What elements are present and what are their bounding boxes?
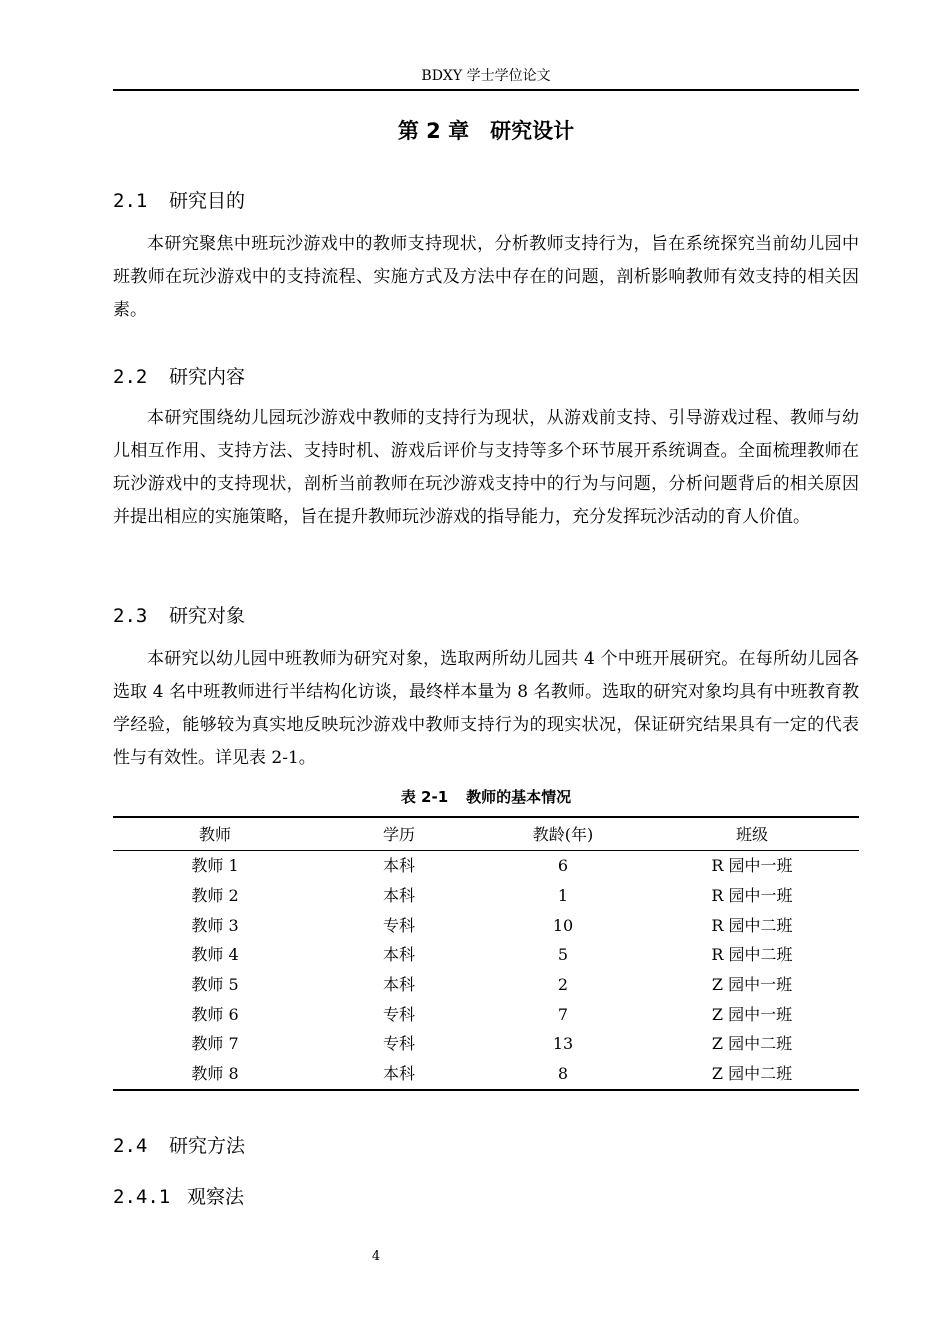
section-number: 2.3 <box>113 605 148 627</box>
table-cell: 教师 5 <box>191 975 239 995</box>
table-cell: 教师 4 <box>191 945 239 965</box>
table-cell: R 园中一班 <box>711 886 793 906</box>
table-row <box>113 910 859 940</box>
table-cell: 教师 3 <box>191 915 239 935</box>
table-row <box>113 999 859 1029</box>
section-paragraph-2-2: 本研究围绕幼儿园玩沙游戏中教师的支持行为现状，从游戏前支持、引导游戏过程、教师与幼儿相互作用、支持方法、支持时机、游戏后评价与支持等多个环节展开系统调查。全面梳理教师在玩沙游戏中的支持现状，剖析当前教师在玩沙游戏支持中的行为与问题，分析问题背后的相关原因并提出相应的实施策略，旨在提升教师玩沙游戏的指导能力，充分发挥玩沙活动的育人价值。 <box>113 408 859 527</box>
table-header-cell: 教师 <box>198 824 231 844</box>
teacher-info-table <box>113 816 859 1091</box>
table-cell: Z 园中二班 <box>645 1059 859 1090</box>
section-title: 观察法 <box>187 1186 245 1208</box>
table-row <box>113 1029 859 1059</box>
section-number: 2.4.1 <box>113 1186 171 1208</box>
table-cell: R 园中一班 <box>711 856 793 876</box>
section-number: 2.2 <box>113 366 148 388</box>
header-rule <box>113 89 859 91</box>
table-caption-title: 教师的基本情况 <box>466 788 572 806</box>
table-header-row <box>113 817 859 851</box>
table-cell: Z 园中一班 <box>711 1004 793 1024</box>
table-cell: 6 <box>557 856 569 876</box>
table-cell: 教师 1 <box>191 856 239 876</box>
chapter-title: 第 2 章 研究设计 <box>397 119 575 143</box>
table-cell: 专科 <box>382 1004 415 1024</box>
table-row <box>113 940 859 970</box>
table-cell: 本科 <box>382 945 415 965</box>
table-header-cell: 学历 <box>382 824 415 844</box>
table-header-cell: 班级 <box>735 824 768 844</box>
section-heading-2-1 <box>113 188 245 214</box>
table-row <box>113 1059 859 1090</box>
table-cell: 2 <box>557 975 569 995</box>
section-paragraph-2-1: 本研究聚焦中班玩沙游戏中的教师支持现状，分析教师支持行为，旨在系统探究当前幼儿园中班教师在玩沙游戏中的支持流程、实施方式及方法中存在的问题，剖析影响教师有效支持的相关因素。 <box>113 234 859 320</box>
table-cell: 教师 2 <box>191 886 239 906</box>
table-row <box>113 970 859 1000</box>
section-title: 研究对象 <box>169 605 246 627</box>
section-heading-2-2 <box>113 364 245 390</box>
section-number: 2.4 <box>113 1135 148 1157</box>
table-cell: 7 <box>557 1004 569 1024</box>
table-row <box>113 851 859 881</box>
table-cell: 本科 <box>317 1059 481 1090</box>
table-cell: 本科 <box>382 975 415 995</box>
table-cell: 专科 <box>382 1034 415 1054</box>
section-paragraph-2-3: 本研究以幼儿园中班教师为研究对象，选取两所幼儿园共 4 个中班开展研究。在每所幼儿园各选取 4 名中班教师进行半结构化访谈，最终样本量为 8 名教师。选取的研究对象均具有中班教育教学经验，能够较为真实地反映玩沙游戏中教师支持行为的现实状况，保证研究结果具有一定的代表性与有效性。详见表 2-1。 <box>113 649 859 768</box>
table-cell: 10 <box>552 915 574 935</box>
table-cell: 教师 8 <box>113 1059 317 1090</box>
section-title: 研究目的 <box>169 190 246 212</box>
table-caption-label: 表 2-1 <box>400 788 449 806</box>
running-header: BDXY 学士学位论文 <box>421 68 551 84</box>
section-heading-2-4-1 <box>113 1184 244 1210</box>
table-cell: R 园中二班 <box>711 945 793 965</box>
section-number: 2.1 <box>113 190 148 212</box>
table-cell: 教师 7 <box>191 1034 239 1054</box>
table-cell: 本科 <box>382 886 415 906</box>
table-cell: 5 <box>557 945 569 965</box>
table-cell: Z 园中一班 <box>711 975 793 995</box>
table-cell: 8 <box>481 1059 645 1090</box>
table-cell: 13 <box>552 1034 574 1054</box>
table-cell: 本科 <box>382 856 415 876</box>
table-cell: R 园中二班 <box>711 915 793 935</box>
table-cell: 1 <box>557 886 569 906</box>
table-cell: 专科 <box>382 915 415 935</box>
section-title: 研究内容 <box>169 366 246 388</box>
table-row <box>113 881 859 911</box>
page-number: 4 <box>371 1249 381 1264</box>
section-heading-2-3 <box>113 603 245 629</box>
section-heading-2-4 <box>113 1133 245 1159</box>
table-header-cell: 教龄(年) <box>532 824 594 844</box>
table-caption <box>113 786 859 808</box>
section-title: 研究方法 <box>169 1135 246 1157</box>
table-cell: 教师 6 <box>191 1004 239 1024</box>
table-cell: Z 园中二班 <box>711 1034 793 1054</box>
